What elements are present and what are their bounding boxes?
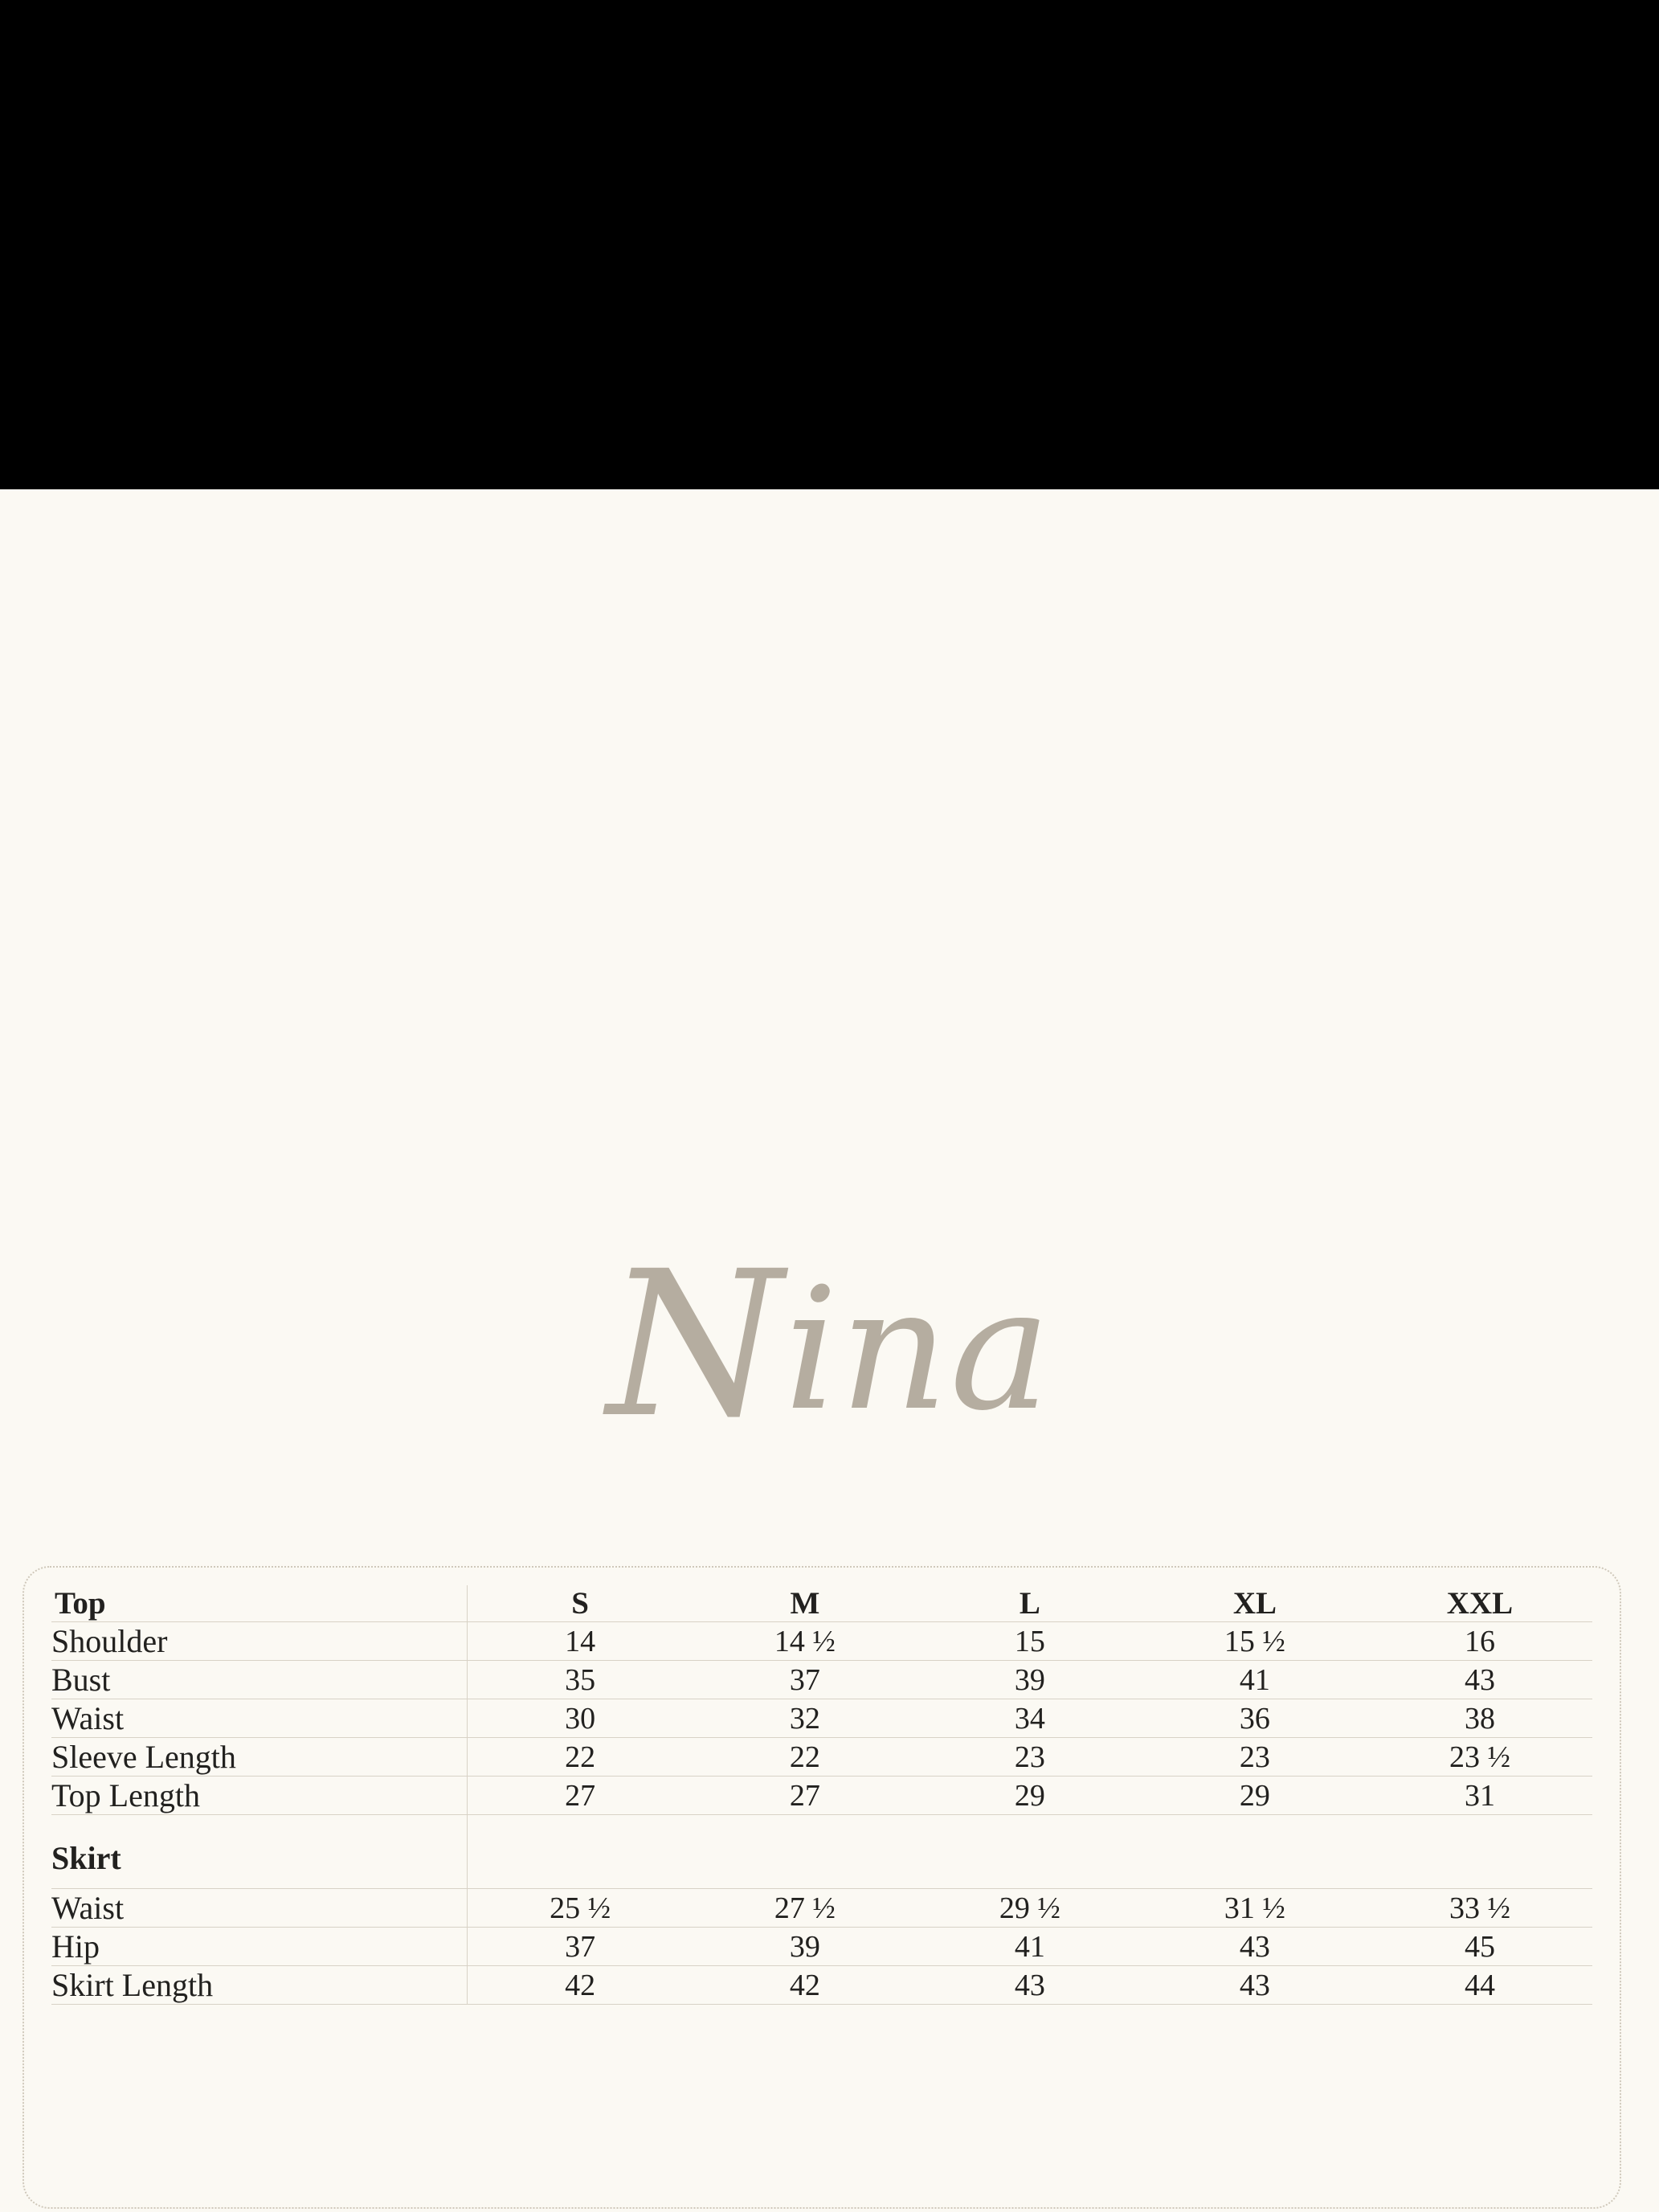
table-header-row [51,1585,1592,1622]
cell-hip-m: 39 [693,1928,917,1966]
cell-waist-top-xl: 36 [1142,1699,1367,1738]
column-header-l: L [917,1585,1142,1622]
cell-skirt-length-l: 43 [917,1966,1142,2005]
row-label-waist-skirt: Waist [51,1889,468,1928]
cell-shoulder-m: 14 ½ [693,1622,917,1661]
size-chart-table [51,1585,1592,2005]
table-row [51,1699,1592,1738]
cell-sleeve-length-xl: 23 [1142,1738,1367,1777]
table-row [51,1889,1592,1928]
section-spacer-xl [1142,1815,1367,1889]
column-header-s: S [468,1585,693,1622]
cell-top-length-l: 29 [917,1777,1142,1815]
table-row [51,1777,1592,1815]
column-header-m: M [693,1585,917,1622]
cell-hip-xl: 43 [1142,1928,1367,1966]
cell-bust-xl: 41 [1142,1661,1367,1699]
cell-waist-top-m: 32 [693,1699,917,1738]
table-row [51,1661,1592,1699]
section-spacer-xxl [1367,1815,1592,1889]
table-row [51,1928,1592,1966]
cell-shoulder-l: 15 [917,1622,1142,1661]
table-row [51,1738,1592,1777]
cell-sleeve-length-m: 22 [693,1738,917,1777]
section-spacer-l [917,1815,1142,1889]
cell-shoulder-xl: 15 ½ [1142,1622,1367,1661]
brand-name-rest: ina [784,1251,1052,1448]
section-label-skirt: Skirt [51,1815,468,1889]
size-chart-container [22,1566,1621,2209]
cell-top-length-xl: 29 [1142,1777,1367,1815]
column-header-xxl: XXL [1367,1585,1592,1622]
table-section-row-skirt [51,1815,1592,1889]
cell-waist-top-xxl: 38 [1367,1699,1592,1738]
cell-waist-top-l: 34 [917,1699,1142,1738]
cell-skirt-length-xl: 43 [1142,1966,1367,2005]
cell-shoulder-xxl: 16 [1367,1622,1592,1661]
cell-bust-xxl: 43 [1367,1661,1592,1699]
table-row [51,1966,1592,2005]
row-label-bust: Bust [51,1661,468,1699]
cell-waist-skirt-xl: 31 ½ [1142,1889,1367,1928]
column-header-top: Top [51,1585,468,1622]
cell-skirt-length-m: 42 [693,1966,917,2005]
cell-bust-s: 35 [468,1661,693,1699]
row-label-shoulder: Shoulder [51,1622,468,1661]
cell-top-length-s: 27 [468,1777,693,1815]
cell-sleeve-length-s: 22 [468,1738,693,1777]
cell-waist-skirt-s: 25 ½ [468,1889,693,1928]
cell-waist-skirt-l: 29 ½ [917,1889,1142,1928]
cell-sleeve-length-xxl: 23 ½ [1367,1738,1592,1777]
cell-bust-m: 37 [693,1661,917,1699]
brand-wordmark [0,1228,1659,1462]
cell-waist-top-s: 30 [468,1699,693,1738]
cell-top-length-xxl: 31 [1367,1777,1592,1815]
section-spacer-s [468,1815,693,1889]
cell-bust-l: 39 [917,1661,1142,1699]
cell-waist-skirt-xxl: 33 ½ [1367,1889,1592,1928]
cell-skirt-length-xxl: 44 [1367,1966,1592,2005]
row-label-hip: Hip [51,1928,468,1966]
cell-shoulder-s: 14 [468,1622,693,1661]
cell-waist-skirt-m: 27 ½ [693,1889,917,1928]
brand-initial: N [607,1228,785,1462]
table-row [51,1622,1592,1661]
size-chart-sheet [0,489,1659,2212]
row-label-top-length: Top Length [51,1777,468,1815]
cell-sleeve-length-l: 23 [917,1738,1142,1777]
row-label-sleeve-length: Sleeve Length [51,1738,468,1777]
cell-top-length-m: 27 [693,1777,917,1815]
cell-hip-s: 37 [468,1928,693,1966]
cell-skirt-length-s: 42 [468,1966,693,2005]
row-label-waist-top: Waist [51,1699,468,1738]
section-spacer-m [693,1815,917,1889]
cell-hip-l: 41 [917,1928,1142,1966]
column-header-xl: XL [1142,1585,1367,1622]
row-label-skirt-length: Skirt Length [51,1966,468,2005]
cell-hip-xxl: 45 [1367,1928,1592,1966]
